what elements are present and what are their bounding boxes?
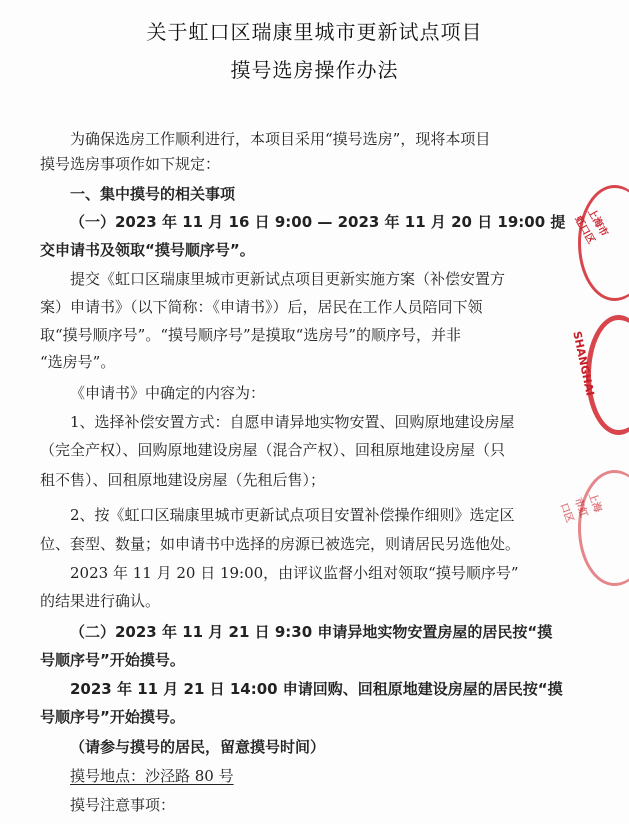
paragraph-line-bold: 2023 年 11 月 21 日 14:00 申请回购、回租原地建设房屋的居民按“摸 (70, 680, 563, 698)
paragraph-line: 位、套型、数量；如申请书中选择的房源已被选完，则请居民另选他处。 (40, 535, 521, 553)
subsection-heading: 号顺序号”开始摸号。 (40, 651, 185, 669)
paragraph-line: 租不售）、回租原地建设房屋（先租后售）； (40, 471, 326, 489)
paragraph-line: 2023 年 11 月 20 日 19:00，由评议监督小组对领取“摸号顺序号” (70, 564, 519, 582)
paragraph-line: 《申请书》中确定的内容为： (70, 384, 266, 402)
location-line: 摸号地点：沙泾路 80 号 (70, 767, 234, 785)
section-heading: 一、集中摸号的相关事项 (70, 185, 236, 203)
paragraph-line-bold: 号顺序号”开始摸号。 (40, 708, 185, 726)
notice-line: （请参与摸号的居民，留意摸号时间） (70, 738, 326, 756)
paragraph-line: 提交《虹口区瑞康里城市更新试点项目更新实施方案（补偿安置方 (70, 270, 506, 288)
official-seal (578, 470, 629, 586)
paragraph-line: 取“摸号顺序号”。“摸号顺序号”是摸取“选房号”的顺序号，并非 (40, 326, 462, 344)
notes-heading: 摸号注意事项： (70, 796, 176, 814)
paragraph-line: 1、选择补偿安置方式：自愿申请异地实物安置、回购原地建设房屋 (70, 413, 515, 431)
subsection-heading: （二）2023 年 11 月 21 日 9:30 申请异地实物安置房屋的居民按“摸 (70, 623, 553, 641)
document-title-line1: 关于虹口区瑞康里城市更新试点项目 (146, 20, 483, 44)
paragraph-line: “选房号”。 (40, 353, 116, 371)
document-title-line2: 摸号选房操作办法 (230, 58, 399, 82)
seal-text: SHANGHAI (570, 330, 597, 397)
paragraph-line: 2、按《虹口区瑞康里城市更新试点项目安置补偿操作细则》选定区 (70, 506, 515, 524)
paragraph-line: 为确保选房工作顺利进行，本项目采用“摸号选房”，现将本项目 (70, 130, 491, 148)
subsection-heading: 交申请书及领取“摸号顺序号”。 (40, 241, 255, 259)
subsection-heading: （一）2023 年 11 月 16 日 9:00 — 2023 年 11 月 20 日 19:00 提 (70, 213, 566, 231)
paragraph-line: 摸号选房事项作如下规定： (40, 155, 221, 173)
paragraph-line: （完全产权）、回购原地建设房屋（混合产权）、回租原地建设房屋（只 (40, 441, 506, 459)
seal-text: 上海市虹口区 (572, 207, 610, 246)
seal-text: 上海市虹口区 (557, 491, 604, 525)
paragraph-line: 案）申请书》（以下简称：《申请书》）后，居民在工作人员陪同下领 (40, 298, 483, 316)
paragraph-line: 的结果进行确认。 (40, 592, 161, 610)
